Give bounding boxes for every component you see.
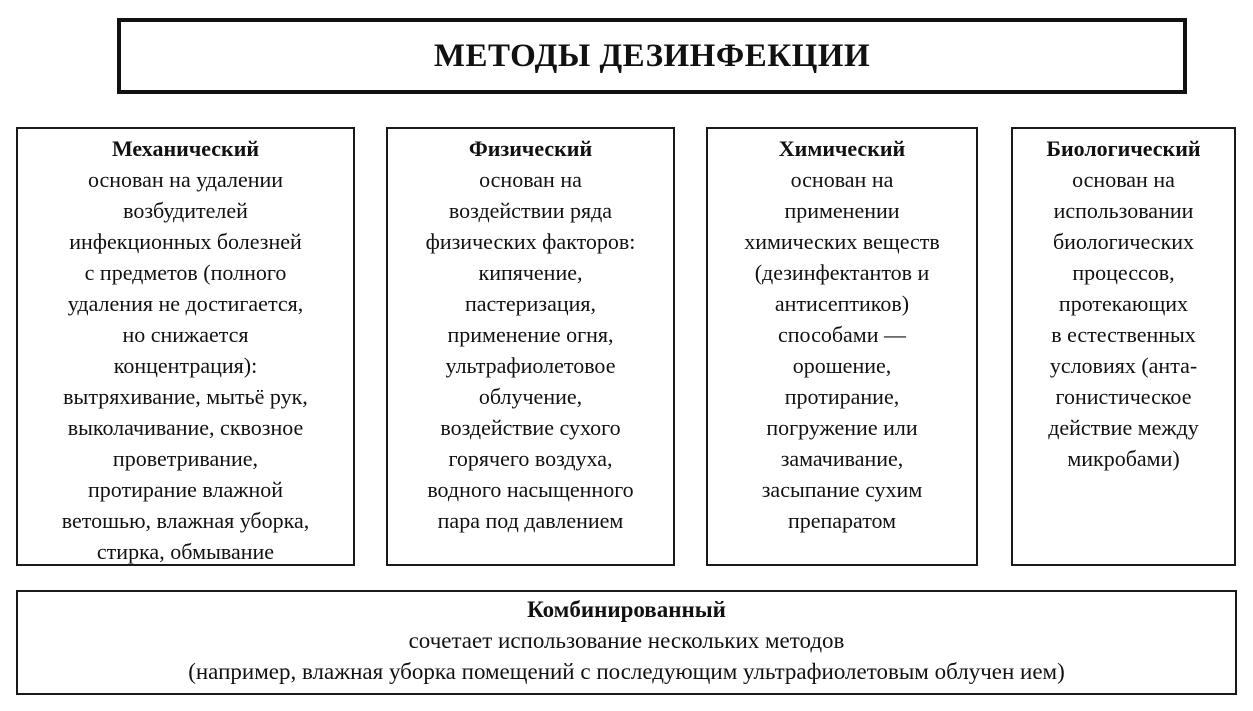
method-line: но снижается bbox=[122, 322, 249, 347]
method-line: способами — bbox=[777, 322, 906, 347]
method-line: протекающих bbox=[1058, 291, 1189, 316]
method-line: препаратом bbox=[787, 508, 897, 533]
method-line: применение огня, bbox=[447, 322, 614, 347]
method-line: кипячение, bbox=[478, 260, 583, 285]
method-name: Механический bbox=[111, 136, 260, 161]
method-line: воздействии ряда bbox=[448, 198, 613, 223]
method-line: инфекционных болезней bbox=[69, 229, 302, 254]
diagram-title: МЕТОДЫ ДЕЗИНФЕКЦИИ bbox=[433, 37, 871, 74]
method-line: основан на bbox=[790, 167, 894, 192]
method-line: пара под давлением bbox=[437, 508, 624, 533]
method-line: химических веществ bbox=[744, 229, 940, 254]
method-box-biological bbox=[1011, 127, 1236, 566]
method-line: орошение, bbox=[792, 353, 892, 378]
method-line: замачивание, bbox=[780, 446, 904, 471]
method-line: протирание влажной bbox=[87, 477, 284, 502]
method-line: погружение или bbox=[766, 415, 918, 440]
method-line: удаления не достигается, bbox=[67, 291, 304, 316]
method-line: ветошью, влажная уборка, bbox=[61, 508, 310, 533]
method-line: концентрация): bbox=[113, 353, 258, 378]
method-line: основан на bbox=[1072, 167, 1175, 192]
method-name: Химический bbox=[778, 136, 906, 161]
method-line: стирка, обмывание bbox=[96, 539, 275, 564]
method-line: действие между bbox=[1048, 415, 1199, 440]
method-line: применении bbox=[784, 198, 900, 223]
method-line: пастеризация, bbox=[464, 291, 597, 316]
method-line: использовании bbox=[1053, 198, 1194, 223]
title-box bbox=[117, 18, 1187, 94]
method-line: проветривание, bbox=[112, 446, 259, 471]
method-line: выколачивание, сквозное bbox=[67, 415, 304, 440]
method-line: горячего воздуха, bbox=[448, 446, 613, 471]
method-line: водного насыщенного bbox=[427, 477, 634, 502]
method-line: микробами) bbox=[1067, 446, 1180, 471]
method-line: основан на удалении bbox=[87, 167, 284, 192]
method-line: облучение, bbox=[478, 384, 583, 409]
method-line: воздействие сухого bbox=[440, 415, 621, 440]
method-line: возбудителей bbox=[123, 198, 248, 223]
method-line: процессов, bbox=[1072, 260, 1175, 285]
method-line: вытряхивание, мытьё рук, bbox=[63, 384, 308, 409]
combined-method-line: сочетает использование нескольких методов bbox=[408, 628, 845, 653]
method-line: с предметов (полного bbox=[84, 260, 287, 285]
method-box-physical bbox=[386, 127, 675, 566]
method-line: основан на bbox=[479, 167, 582, 192]
method-line: биологических bbox=[1052, 229, 1195, 254]
method-name: Биологический bbox=[1046, 136, 1201, 161]
method-line: гонистическое bbox=[1055, 384, 1192, 409]
combined-method-line: (например, влажная уборка помещений с последующим ультрафиолетовым облучен ием) bbox=[188, 659, 1065, 684]
combined-method-name: Комбинированный bbox=[527, 597, 726, 622]
method-line: протирание, bbox=[784, 384, 900, 409]
method-line: в естественных bbox=[1051, 322, 1196, 347]
method-line: засыпание сухим bbox=[761, 477, 923, 502]
method-line: физических факторов: bbox=[425, 229, 636, 254]
method-line: (дезинфектантов и bbox=[754, 260, 930, 285]
method-box-chemical bbox=[706, 127, 978, 566]
method-name: Физический bbox=[468, 136, 593, 161]
combined-method-box bbox=[16, 590, 1237, 695]
method-box-mechanical bbox=[16, 127, 355, 566]
method-line: ультрафиолетовое bbox=[445, 353, 616, 378]
method-line: условиях (анта- bbox=[1049, 353, 1198, 378]
method-line: антисептиков) bbox=[774, 291, 910, 316]
